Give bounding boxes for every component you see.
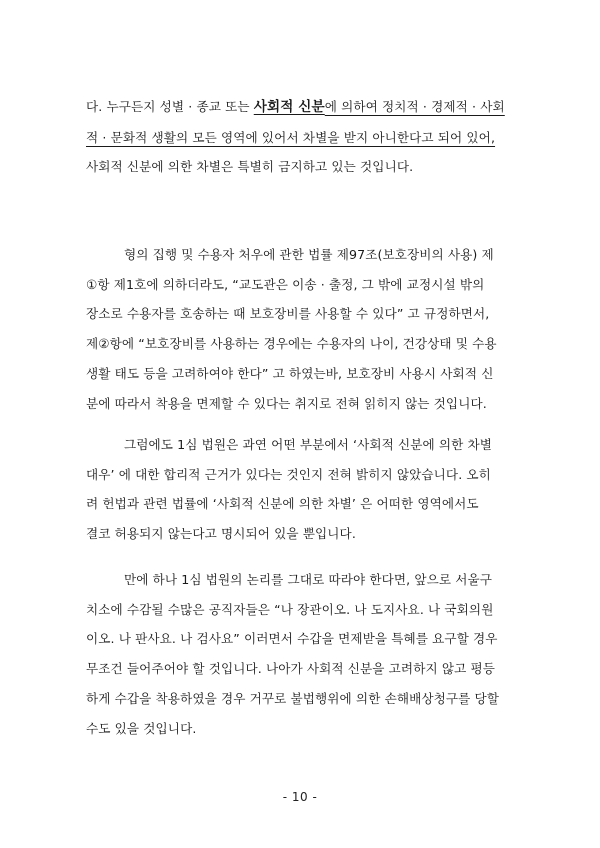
- paragraph-2: [86, 240, 518, 418]
- paragraph-4-line-4: 무조건 들어주어야 할 것입니다. 나아가 사회적 신분을 고려하지 않고 평등: [86, 661, 495, 677]
- paragraph-4-line-6: 수도 있을 것입니다.: [86, 720, 197, 736]
- paragraph-1: [86, 92, 518, 182]
- paragraph-2-line-3: 장소로 수용자를 호송하는 때 보호장비를 사용할 수 있다” 고 규정하면서,: [86, 306, 490, 322]
- paragraph-3: [86, 430, 518, 549]
- paragraph-2-line-1: 형의 집행 및 수용자 처우에 관한 법률 제97조(보호장비의 사용) 제: [124, 247, 494, 262]
- paragraph-2-line-2: ①항 제1호에 의하더라도, “교도관은 이송 · 출정, 그 밖에 교정시설 밖의: [86, 276, 485, 292]
- paragraph-2-line-4: 제②항에 “보호장비를 사용하는 경우에는 수용자의 나이, 건강상태 및 수용: [86, 336, 497, 352]
- paragraph-4-line-5: 하게 수갑을 착용하였을 경우 거꾸로 불법행위에 의한 손해배상청구를 당할: [86, 690, 500, 706]
- paragraph-4-line-3: 이오. 나 판사요. 나 검사요” 이러면서 수갑을 면제받을 특혜를 요구할 경우: [86, 631, 498, 647]
- paragraph-1-line-2: [86, 123, 518, 153]
- paragraph-3-line-3: 려 헌법과 관련 법률에 ‘사회적 신분에 의한 차별’ 은 어떠한 영역에서도: [86, 496, 479, 512]
- emphasized-text: 사회적 신분: [253, 99, 325, 115]
- underlined-text: 적 · 문화적 생활의 모든 영역에 있어서 차별을 받지 아니한다고 되어 있어,: [86, 129, 496, 145]
- paragraph-3-line-1: 그럼에도 1심 법원은 과연 어떤 부분에서 ‘사회적 신분에 의한 차별: [124, 437, 493, 452]
- paragraph-4-line-2: 치소에 수감될 수많은 공직자들은 “나 장관이오. 나 도지사요. 나 국회의원: [86, 601, 494, 617]
- paragraph-1-line-3: 사회적 신분에 의한 차별은 특별히 금지하고 있는 것입니다.: [86, 159, 414, 175]
- paragraph-3-line-2: 대우’ 에 대한 합리적 근거가 있다는 것인지 전혀 밝히지 않았습니다. 오히: [86, 466, 491, 482]
- page-number: - 10 -: [282, 790, 318, 804]
- paragraph-2-line-5: 생활 태도 등을 고려하여야 한다” 고 하였는바, 보호장비 사용시 사회적 신: [86, 365, 494, 381]
- text-segment: 다. 누구든지 성별 · 종교 또는: [86, 99, 254, 114]
- underlined-text: 에 의하여 정치적 · 경제적 · 사회: [324, 99, 505, 114]
- paragraph-4-line-1: 만에 하나 1심 법원의 논리를 그대로 따라야 한다면, 앞으로 서울구: [124, 572, 493, 587]
- paragraph-1-line-1: [86, 92, 518, 123]
- paragraph-3-line-4: 결코 허용되지 않는다고 명시되어 있을 뿐입니다.: [86, 526, 356, 542]
- paragraph-2-line-6: 분에 따라서 착용을 면제할 수 있다는 취지로 전혀 읽히지 않는 것입니다.: [86, 395, 487, 411]
- paragraph-4: [86, 565, 518, 743]
